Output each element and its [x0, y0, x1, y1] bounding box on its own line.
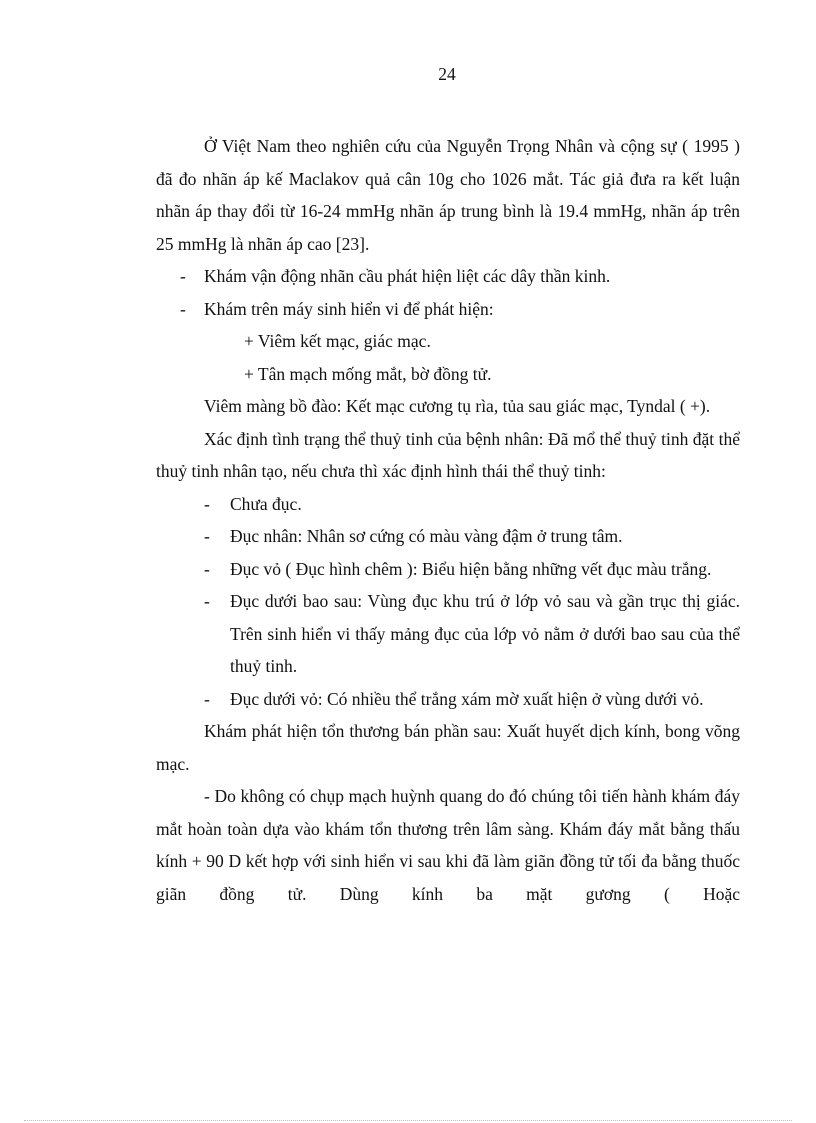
- list-dash: -: [204, 688, 210, 709]
- list-item: [156, 293, 740, 326]
- paragraph-fundus-exam: - Do không có chụp mạch huỳnh quang do đó chúng tôi tiến hành khám đáy mắt hoàn toàn dựa vào khám tổn thương trên lâm sàng. Khám đáy mắt bằng thấu kính + 90 D kết hợp với sinh hiển vi sau khi đã làm giãn đồng tử tối đa bằng thuốc giãn đồng tử. Dùng kính ba mặt gương ( Hoặc: [156, 786, 740, 904]
- paragraph-posterior-segment: Khám phát hiện tổn thương bán phần sau: Xuất huyết dịch kính, bong võng mạc.: [156, 721, 740, 774]
- list-item: [156, 520, 740, 553]
- list-item-text: Đục nhân: Nhân sơ cứng có màu vàng đậm ở trung tâm.: [230, 526, 623, 546]
- paragraph-intraocular-pressure: Ở Việt Nam theo nghiên cứu của Nguyễn Trọng Nhân và cộng sự ( 1995 ) đã đo nhãn áp kế Maclakov quả cân 10g cho 1026 mắt. Tác giả đưa ra kết luận nhãn áp thay đổi từ 16-24 mmHg nhãn áp trung bình là 19.4 mmHg, nhãn áp trên 25 mmHg là nhãn áp cao [23].: [156, 136, 740, 254]
- list-item-text: Đục dưới vỏ: Có nhiều thể trắng xám mờ xuất hiện ở vùng dưới vỏ.: [230, 688, 704, 709]
- list-item-text: Khám vận động nhãn cầu phát hiện liệt các dây thần kinh.: [204, 266, 611, 286]
- list-item-text: Chưa đục.: [230, 493, 302, 514]
- paragraph-lens-status: Xác định tình trạng thể thuỷ tinh của bệnh nhân: Đã mổ thể thuỷ tinh đặt thể thuỷ tinh nhân tạo, nếu chưa thì xác định hình thái thể thuỷ tinh:: [156, 428, 740, 481]
- page-bottom-rule: [24, 1120, 792, 1121]
- list-item-text: Đục vỏ ( Đục hình chêm ): Biểu hiện bằng những vết đục màu trắng.: [230, 558, 712, 579]
- sub-list-item: + Viêm kết mạc, giác mạc.: [244, 331, 431, 351]
- list-item: [156, 488, 740, 521]
- list-item: [156, 585, 740, 683]
- document-body: [156, 130, 740, 910]
- list-dash: -: [204, 526, 210, 546]
- list-dash: -: [180, 266, 186, 286]
- sub-list-item: + Tân mạch mống mắt, bờ đồng tử.: [244, 363, 492, 384]
- list-dash: -: [204, 558, 210, 579]
- list-item: [156, 260, 740, 293]
- list-item-text: Đục dưới bao sau: Vùng đục khu trú ở lớp vỏ sau và gần trục thị giác. Trên sinh hiển vi thấy mảng đục của lớp vỏ nằm ở dưới bao sau của thể thuỷ tinh.: [230, 591, 740, 676]
- list-item: [156, 683, 740, 716]
- list-item-text: Khám trên máy sinh hiển vi để phát hiện:: [204, 298, 494, 319]
- paragraph-uveitis: Viêm màng bồ đào: Kết mạc cương tụ rìa, tủa sau giác mạc, Tyndal ( +).: [204, 396, 711, 416]
- page-number: 24: [438, 64, 456, 84]
- list-item: [156, 553, 740, 586]
- list-dash: -: [204, 493, 210, 514]
- list-dash: -: [180, 298, 186, 319]
- list-dash: -: [204, 591, 210, 611]
